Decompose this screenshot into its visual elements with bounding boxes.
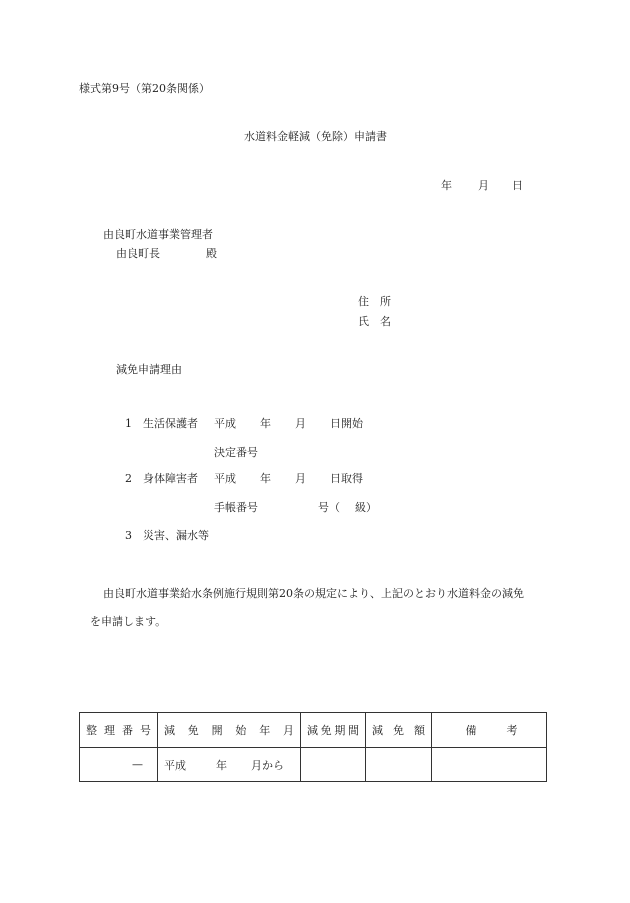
reason-2-grade-suffix: 級）: [355, 501, 377, 514]
applicant-address-label: 住 所: [358, 295, 391, 308]
statement-line-2: を申請します。: [90, 615, 167, 628]
header-period: [301, 713, 366, 748]
cell-remarks: [432, 748, 547, 782]
addressee-line-1: 由良町水道事業管理者: [103, 228, 213, 241]
header-reference-no: [80, 713, 158, 748]
reason-2-era: 平成: [214, 472, 236, 485]
date-month-label: 月: [478, 179, 489, 192]
date-day-label: 日: [512, 179, 523, 192]
header-amount: [366, 713, 432, 748]
header-start-date-text: 減 免 開 始 年 月: [164, 724, 294, 737]
table-header-row: [80, 713, 547, 748]
header-reference-no-text: 整 理 番 号: [86, 724, 151, 737]
cell-start-month-from: 月から: [251, 758, 284, 772]
cell-start-year: 年: [216, 758, 227, 772]
table-row: [80, 748, 547, 782]
reason-1-year: 年: [260, 417, 271, 430]
cell-amount: [366, 748, 432, 782]
reason-2-month: 月: [295, 472, 306, 485]
addressee-line-2: 由良町長: [116, 247, 160, 260]
document-title: 水道料金軽減（免除）申請書: [244, 130, 387, 143]
reason-3-label: 災害、漏水等: [143, 529, 209, 542]
header-amount-text: 減 免 額: [372, 724, 425, 737]
cell-reference-no-dash: —: [132, 758, 143, 771]
reason-2-label: 身体障害者: [143, 472, 198, 485]
date-year-label: 年: [441, 179, 452, 192]
reason-1-number: 1: [125, 417, 132, 430]
reason-3-number: 3: [125, 529, 132, 542]
statement-line-1: 由良町水道事業給水条例施行規則第20条の規定により、上記のとおり水道料金の減免: [103, 587, 524, 600]
applicant-name-label: 氏 名: [358, 315, 391, 328]
reason-1-era: 平成: [214, 417, 236, 430]
cell-start-date: [158, 748, 301, 782]
reason-1-sub-label: 決定番号: [214, 446, 258, 459]
form-number: 様式第9号（第20条関係）: [79, 82, 210, 95]
reason-2-number: 2: [125, 472, 132, 485]
reason-heading: 減免申請理由: [116, 363, 182, 376]
reference-table: [79, 712, 547, 782]
reason-2-day-suffix: 日取得: [330, 472, 363, 485]
reason-1-month: 月: [295, 417, 306, 430]
reason-2-sub-label: 手帳番号: [214, 501, 258, 514]
reason-2-year: 年: [260, 472, 271, 485]
reason-1-label: 生活保護者: [143, 417, 198, 430]
cell-period: [301, 748, 366, 782]
header-start-date: [158, 713, 301, 748]
header-period-text: 減 免 期 間: [307, 724, 359, 737]
header-remarks: 備 考: [432, 713, 547, 748]
reason-1-day-suffix: 日開始: [330, 417, 363, 430]
addressee-honorific: 殿: [206, 247, 217, 260]
cell-start-era: 平成: [164, 758, 186, 772]
cell-reference-no: [80, 748, 158, 782]
reason-2-number-suffix: 号（: [318, 501, 340, 514]
